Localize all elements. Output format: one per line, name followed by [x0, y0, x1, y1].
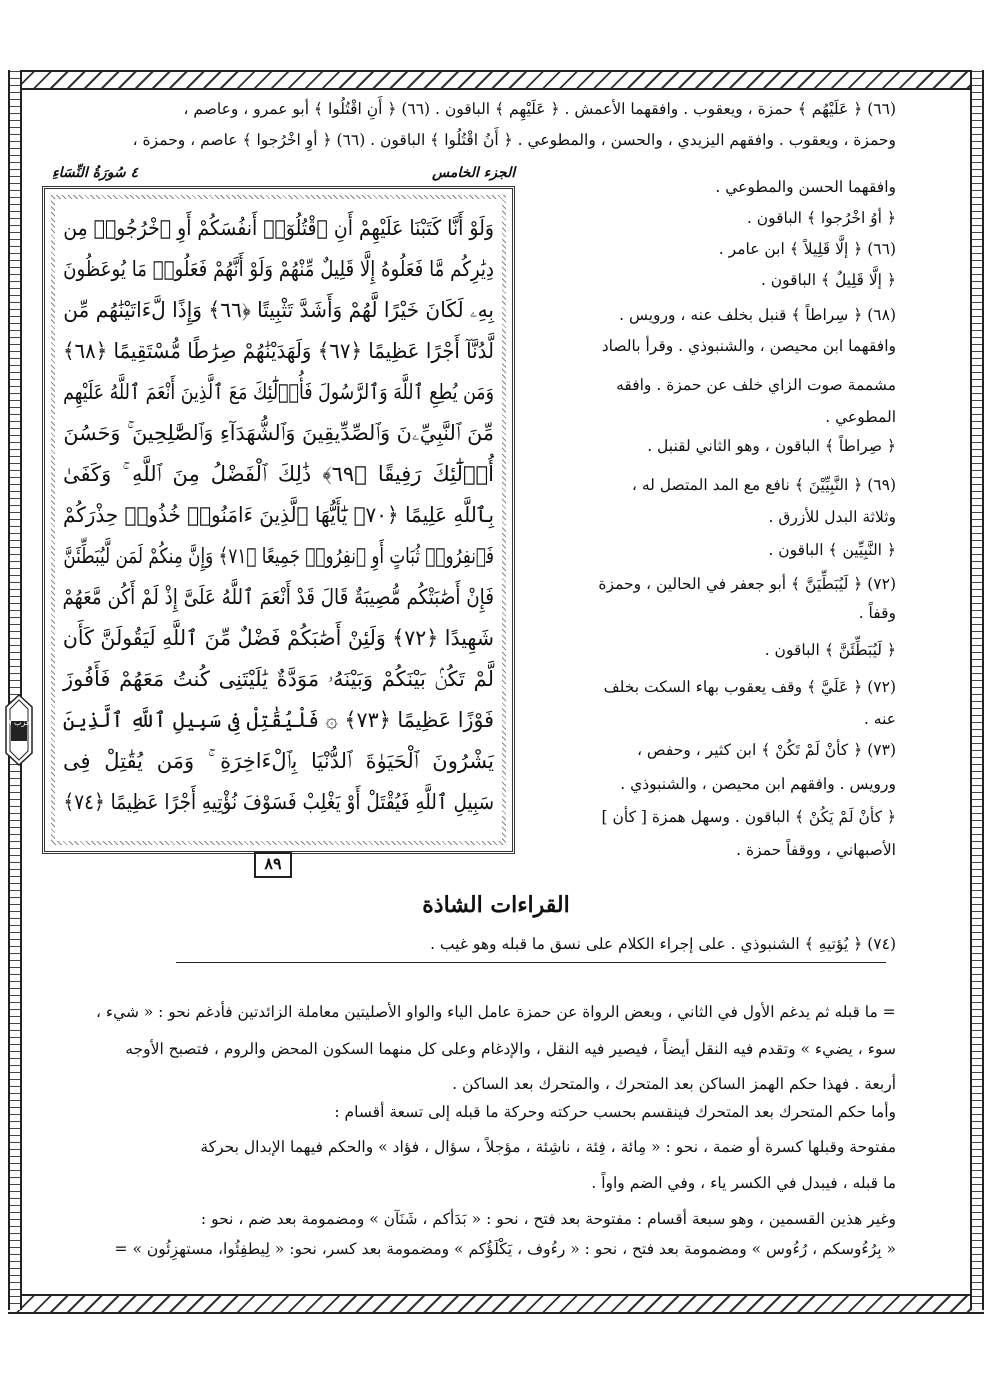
- commentary-line: ﴿ أوُ اخْرُجوا ﴾ الباقون .: [746, 209, 896, 227]
- footnote-line: ما قبله ، فيبدل في الكسر ياء ، وفي الضم واواً .: [591, 1174, 896, 1192]
- commentary-line: وافقهما الحسن والمطوعي .: [715, 178, 896, 196]
- commentary-line: المطوعي .: [825, 408, 896, 426]
- commentary-line: (٦٩) ﴿ النَّبِيِّيْنَ ﴾ نافع مع المد المتصل له ،: [631, 476, 896, 494]
- commentary-line: مشممة صوت الزاي خلف عن حمزة . وافقه: [616, 376, 896, 394]
- footnote-divider: [176, 962, 886, 963]
- surah-name: سُورَةُ النِّسَاءِ: [52, 165, 126, 181]
- left-ornamental-border: [8, 70, 22, 1310]
- quran-line: لَّمْ تَكُنۢ بَيْنَكُمْ وَبَيْنَهُۥ مَوَدَّةٌ يَٰلَيْتَنِى كُنتُ مَعَهُمْ فَأَفُوزَ: [63, 667, 494, 691]
- commentary-line: (٧٢) ﴿ لَيُبَطِّيَنَّ ﴾ أبو جعفر في الحالين ، وحمزة: [598, 575, 896, 593]
- quran-page-frame: [42, 186, 515, 854]
- footnote-line: = ما قبله ثم يدغم الأول في الثاني ، وبعض الرواة عن حمزة عامل الياء والواو الأصليتين معاملة الزائدتين فأدغم نحو : « شيء ،: [96, 1003, 896, 1021]
- quran-line: بِهِۦ لَكَانَ خَيْرًا لَّهُمْ وَأَشَدَّ تَثْبِيتًا ﴿٦٦﴾ وَإِذًا لَّءَاتَيْنَٰهُم مِّن: [63, 298, 494, 322]
- bottom-ornamental-border: [8, 1294, 984, 1314]
- quran-line: سَبِيلِ ٱللَّهِ فَيُقْتَلْ أَوْ يَغْلِبْ فَسَوْفَ نُؤْتِيهِ أَجْرًا عَظِيمًا ﴿٧٤﴾: [63, 790, 494, 814]
- commentary-line: ﴿ صِراطاً ﴾ الباقون ، وهو الثاني لقنبل .: [647, 437, 896, 455]
- footnote-line: سوء ، يضيء » وتقدم فيه النقل أيضاً ، فيصير فيه النقل ، والإدغام وعلى كل منهما السكون المحض والروم ، فتصبح الأوجه: [125, 1040, 896, 1058]
- commentary-line: ﴿ النَّبِيِّين ﴾ الباقون .: [768, 541, 896, 559]
- quran-line: يَشْرُونَ ٱلْحَيَوٰةَ ٱلدُّنْيَا بِٱلْءَاخِرَةِ ۚ وَمَن يُقَٰتِلْ فِى: [63, 749, 494, 773]
- commentary-line: (٧٣) ﴿ كأنْ لَمْ تَكُنْ ﴾ ابن كثير ، وحفص ،: [636, 741, 896, 759]
- quran-line: فَٱنفِرُوا۟ ثُبَاتٍ أَوِ ٱنفِرُوا۟ جَمِيعًا ﴿٧١﴾ وَإِنَّ مِنكُمْ لَمَن لَّيُبَطِّئَنَّ: [63, 544, 494, 568]
- surah-number: ٤: [130, 165, 139, 181]
- commentary-line: وافقهما ابن محيصن ، والشنبوذي . وقرأ بالصاد: [601, 337, 896, 355]
- quran-line: فَإِنْ أَصَٰبَتْكُم مُّصِيبَةٌ قَالَ قَدْ أَنْعَمَ ٱللَّهُ عَلَىَّ إِذْ لَمْ أَكُن مَّعَهُمْ: [62, 585, 494, 609]
- quran-text-area: [55, 199, 502, 841]
- commentary-line: وقفاً .: [858, 604, 896, 622]
- juz-header: الجزء الخامس: [432, 165, 516, 181]
- section-title: القراءات الشاذة: [422, 892, 570, 918]
- footnote-line: « بِرُءُوسكم ، رُءُوس » ومضمومة بعد فتح ، نحو : « رءُوف ، يَكْلَؤُكم » ومضمومة بعد كسر، نحو: « لِيطفِئُوا، مستهزِئُون » =: [114, 1240, 896, 1258]
- commentary-line: (٦٨) ﴿ سِراطاً ﴾ قنبل بخلف عنه ، ورويس .: [619, 306, 896, 324]
- right-ornamental-border: [970, 70, 984, 1310]
- footnote-line: مفتوحة وقبلها كسرة أو ضمة ، نحو : « مِائة ، فِئة ، ناشِئة ، مؤجلاً ، سؤال ، فؤاد » والحكم فيهما الإبدال بحركة: [200, 1138, 896, 1156]
- quran-line: وَمَن يُطِعِ ٱللَّهَ وَٱلرَّسُولَ فَأُو۟لَٰٓئِكَ مَعَ ٱلَّذِينَ أَنْعَمَ ٱللَّهُ عَلَيْهِم: [63, 380, 494, 404]
- quran-line: شَهِيدًا ﴿٧٢﴾ وَلَئِنْ أَصَٰبَكُمْ فَضْلٌ مِّنَ ٱللَّهِ لَيَقُولَنَّ كَأَن: [62, 626, 494, 650]
- commentary-line: وثلاثة البدل للأزرق .: [768, 508, 896, 526]
- commentary-line: (٧٢) ﴿ عَلَيَّ ﴾ وقف يعقوب بهاء السكت بخلف: [603, 678, 896, 696]
- shadh-reading-line: (٧٤) ﴿ يُؤتيهِ ﴾ الشنبوذي . على إجراء الكلام على نسق ما قبله وهو غيب .: [430, 935, 896, 953]
- quran-line: لَّدُنَّآ أَجْرًا عَظِيمًا ﴿٦٧﴾ وَلَهَدَيْنَٰهُمْ صِرَٰطًا مُّسْتَقِيمًا ﴿٦٨﴾: [62, 339, 494, 363]
- commentary-line: ﴿ لَيُبَطِّئَنَّ ﴾ الباقون .: [764, 641, 896, 659]
- footnote-line: وأما حكم المتحرك بعد المتحرك فينقسم بحسب حركته وحركة ما قبله إلى تسعة أقسام :: [334, 1103, 896, 1121]
- commentary-line: الأصبهاني ، ووقفاً حمزة .: [736, 841, 896, 859]
- commentary-line: (٦٦) ﴿ إلَّا قَلِيلاً ﴾ ابن عامر .: [718, 240, 896, 258]
- top-line-1: (٦٦) ﴿ عَلَيْهُم ﴾ حمزة ، ويعقوب . وافقهما الأعمش . ﴿ عَلَيْهِم ﴾ الباقون . (٦٦) ﴿ أَنِ اقْتُلُوا ﴾ أبو عمرو ، وعاصم ،: [183, 100, 896, 118]
- quran-line: فَوْزًا عَظِيمًا ﴿٧٣﴾ ۞ فَلْيُقَٰتِلْ فِى سَبِيلِ ٱللَّهِ ٱلَّذِينَ: [62, 708, 494, 732]
- hizb-marker-label: حزب ٩: [7, 718, 31, 727]
- commentary-line: ﴿ كأنْ لَمْ يَكُنْ ﴾ الباقون . وسهل همزة [ كأن ]: [601, 808, 896, 826]
- quran-line: أُو۟لَٰٓئِكَ رَفِيقًا ﴿٦٩﴾ ذَٰلِكَ ٱلْفَضْلُ مِنَ ٱللَّهِ ۚ وَكَفَىٰ: [63, 462, 494, 486]
- commentary-line: ورويس . وافقهم ابن محيصن ، والشنبوذي .: [620, 775, 896, 793]
- footnote-line: وغير هذين القسمين ، وهو سبعة أقسام : مفتوحة بعد فتح ، نحو : « بَدَأكم ، شَنَآن » ومضمومة بعد ضم ، نحو :: [200, 1210, 896, 1228]
- hizb-marker-icon: [2, 693, 36, 767]
- top-line-2: وحمزة ، ويعقوب . وافقهم اليزيدي ، والحسن ، والمطوعي . ﴿ أَنُ اقْتُلُوا ﴾ الباقون . (٦٦) ﴿ أوِ اخْرُجوا ﴾ عاصم ، وحمزة ،: [132, 131, 896, 149]
- quran-line: بِٱللَّهِ عَلِيمًا ﴿٧٠﴾ يَٰٓأَيُّهَا ٱلَّذِينَ ءَامَنُوا۟ خُذُوا۟ حِذْرَكُمْ: [62, 503, 494, 527]
- quran-line: مِّنَ ٱلنَّبِيِّۦنَ وَٱلصِّدِّيقِينَ وَٱلشُّهَدَآءِ وَٱلصَّٰلِحِينَ ۚ وَحَسُنَ: [63, 421, 494, 445]
- commentary-line: عنه .: [863, 710, 896, 728]
- top-ornamental-border: [8, 70, 984, 90]
- commentary-line: ﴿ إلَّا قَلِيلٌ ﴾ الباقون .: [760, 271, 896, 289]
- footnote-line: أربعة . فهذا حكم الهمز الساكن بعد المتحرك ، والمتحرك بعد الساكن .: [452, 1075, 896, 1093]
- page-number: ٨٩: [254, 852, 292, 878]
- surah-header: [52, 165, 138, 181]
- quran-line: وَلَوْ أَنَّا كَتَبْنَا عَلَيْهِمْ أَنِ ٱقْتُلُوٓا۟ أَنفُسَكُمْ أَوِ ٱخْرُجُوا۟ مِن: [63, 216, 495, 240]
- quran-line: دِيَٰرِكُم مَّا فَعَلُوهُ إِلَّا قَلِيلٌ مِّنْهُمْ وَلَوْ أَنَّهُمْ فَعَلُوا۟ مَا يُوعَظُونَ: [63, 257, 494, 281]
